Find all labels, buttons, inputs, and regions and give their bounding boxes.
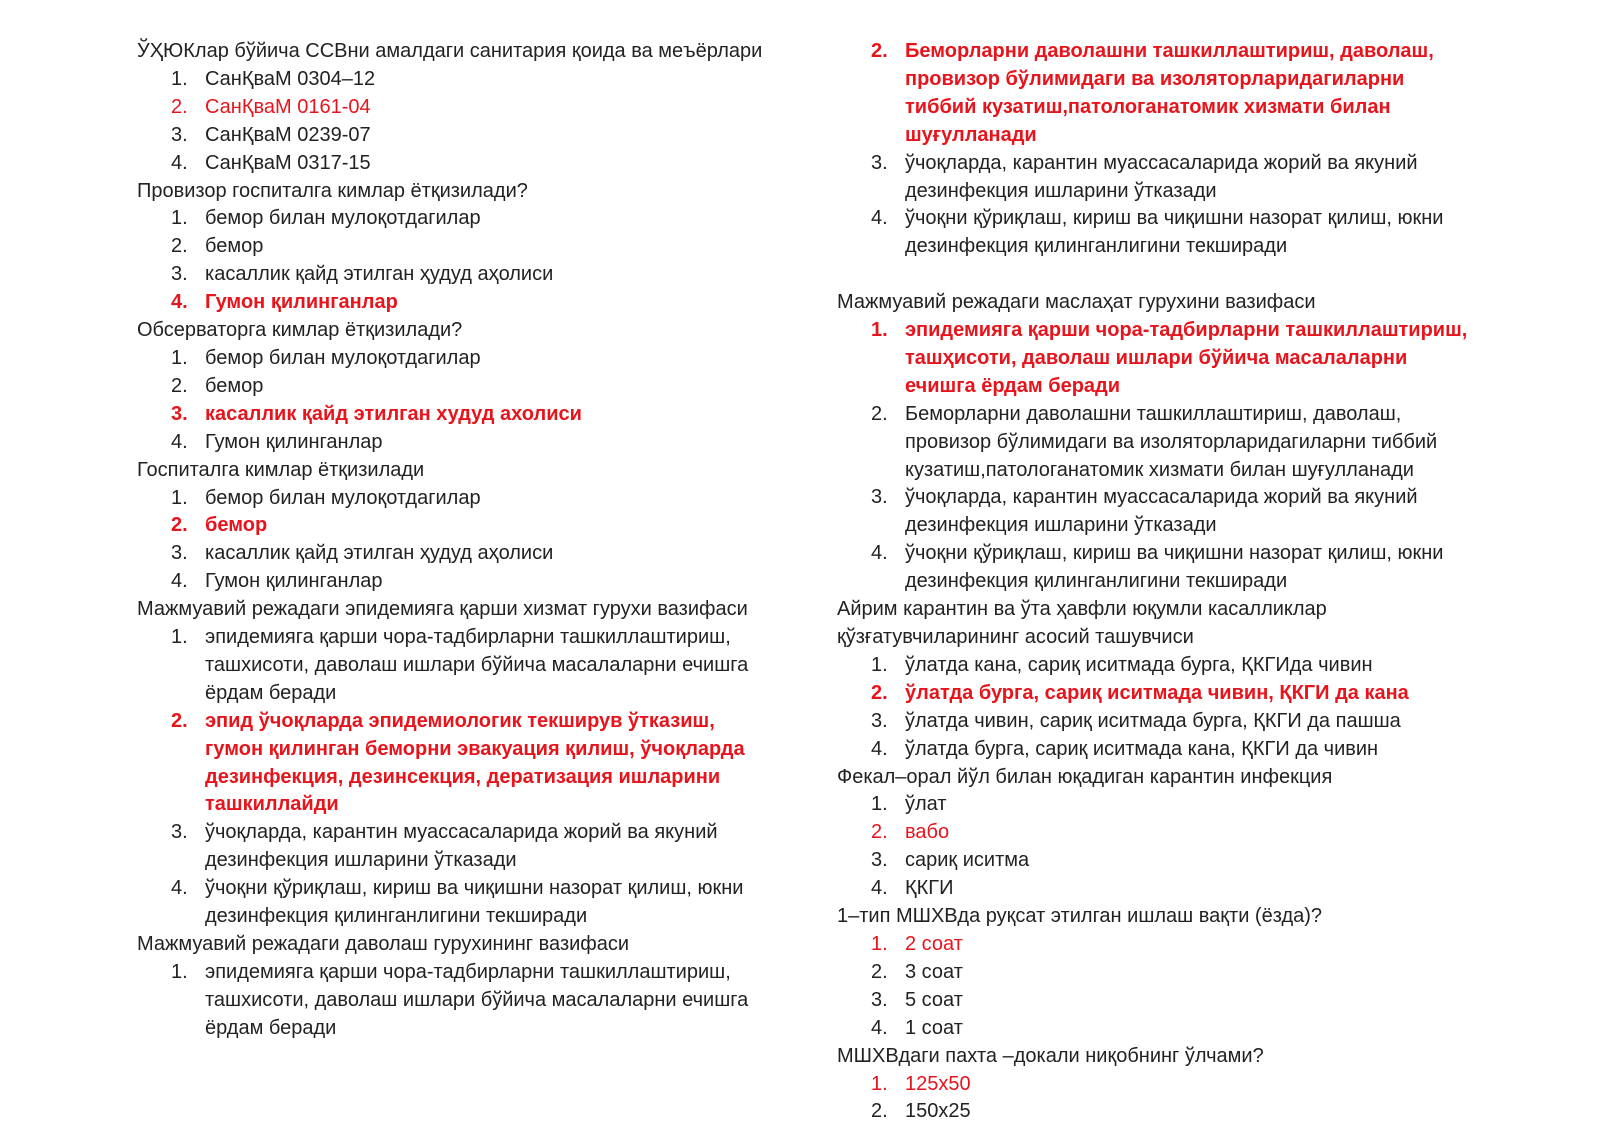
- option-number: 4.: [171, 570, 188, 593]
- answer-option: [137, 429, 777, 457]
- answer-option: [137, 261, 777, 289]
- option-number: 2.: [171, 95, 188, 118]
- answer-option: [837, 736, 1477, 764]
- answer-option: [837, 708, 1477, 736]
- answer-list: [137, 959, 777, 1043]
- left-column: [137, 38, 777, 1043]
- option-text: вабо: [905, 821, 950, 844]
- correct-answer-option: [137, 512, 777, 540]
- option-number: 2.: [871, 40, 888, 62]
- correct-answer-option: [837, 38, 1477, 150]
- answer-option: [137, 568, 777, 596]
- option-text: касаллик қайд этилган худуд ахолиси: [205, 402, 582, 425]
- option-text: ўлатда кана, сариқ иситмада бурга, ҚКГИда чивин: [905, 653, 1373, 676]
- answer-option: [837, 1015, 1477, 1043]
- answer-option: [137, 819, 777, 875]
- option-number: 2.: [871, 681, 888, 704]
- option-text: 2 соат: [905, 932, 963, 955]
- option-number: 2.: [171, 374, 188, 397]
- answer-option: [837, 484, 1477, 540]
- question-text: Фекал–орал йўл билан юқадиган карантин инфекция: [837, 765, 1333, 788]
- answer-option: [137, 624, 777, 708]
- right-column: [837, 38, 1477, 1126]
- answer-list: [837, 317, 1477, 596]
- option-number: 1.: [171, 67, 188, 90]
- option-text: сариқ иситма: [905, 849, 1030, 872]
- option-number: 1.: [871, 319, 888, 342]
- question-text: Айрим карантин ва ўта ҳавфли юқумли касалликлар қўзғатувчиларининг асосий ташувчиси: [837, 598, 1327, 649]
- answer-option: [137, 122, 777, 150]
- option-number: 2.: [871, 821, 888, 844]
- correct-answer-option: [837, 931, 1477, 959]
- option-number: 4.: [171, 151, 188, 174]
- option-text: СанҚваМ 0161-04: [205, 95, 371, 118]
- answer-option: [837, 150, 1477, 206]
- answer-option: [837, 1098, 1477, 1126]
- option-number: 3.: [171, 123, 188, 146]
- answer-list: [137, 624, 777, 931]
- answer-option: [137, 540, 777, 568]
- answer-list: [837, 652, 1477, 764]
- option-text: бемор билан мулоқотдагилар: [205, 486, 481, 509]
- correct-answer-option: [137, 94, 777, 122]
- option-text: бемор: [205, 514, 268, 537]
- answer-option: [137, 875, 777, 931]
- answer-option: [137, 373, 777, 401]
- option-text: 1 соат: [905, 1016, 963, 1039]
- option-number: 4.: [171, 877, 188, 900]
- answer-option: [837, 987, 1477, 1015]
- question-text: Мажмуавий режадаги даволаш гурухининг вазифаси: [137, 933, 630, 955]
- option-number: 4.: [871, 542, 888, 565]
- option-text: ўчоқни қўриқлаш, кириш ва чиқишни назорат қилиш, юкни дезинфекция қилинганлигини текширади: [905, 542, 1444, 593]
- option-number: 4.: [871, 1016, 888, 1039]
- option-text: Беморларни даволашни ташкиллаштириш, даволаш, провизор бўлимидаги ва изоляторларидагиларни тиббий кузатиш,патологанатомик хизмати билан шуғулланади: [905, 402, 1438, 481]
- answer-option: [137, 205, 777, 233]
- option-number: 3.: [171, 542, 188, 565]
- answer-option: [137, 66, 777, 94]
- option-text: СанҚваМ 0317-15: [205, 151, 371, 174]
- option-number: 4.: [871, 207, 888, 230]
- option-text: Гумон қилинганлар: [205, 430, 383, 453]
- question-text: Мажмуавий режадаги эпидемияга қарши хизмат гурухи вазифаси: [137, 598, 748, 621]
- option-text: СанҚваМ 0239-07: [205, 123, 371, 146]
- option-text: 5 соат: [905, 988, 963, 1011]
- option-text: ўлатда бурга, сариқ иситмада кана, ҚКГИ да чивин: [905, 737, 1379, 760]
- option-text: Беморларни даволашни ташкиллаштириш, даволаш, провизор бўлимидаги ва изоляторларидагиларни тиббий кузатиш,патологанатомик хизмати билан шуғулланади: [905, 40, 1434, 146]
- answer-option: [137, 485, 777, 513]
- correct-answer-option: [837, 1071, 1477, 1099]
- option-number: 2.: [171, 709, 188, 732]
- option-text: касаллик қайд этилган ҳудуд аҳолиси: [205, 542, 554, 565]
- option-number: 2.: [871, 402, 888, 425]
- option-text: бемор билан мулоқотдагилар: [205, 346, 481, 369]
- answer-option: [837, 652, 1477, 680]
- option-text: касаллик қайд этилган ҳудуд аҳолиси: [205, 263, 554, 286]
- option-text: эпидемияга қарши чора-тадбирларни ташкиллаштириш, ташҳисоти, даволаш ишлари бўйича масалаларни ечишга ёрдам беради: [905, 319, 1468, 397]
- option-text: Гумон қилинганлар: [205, 570, 383, 593]
- answer-option: [837, 847, 1477, 875]
- option-number: 1.: [871, 932, 888, 955]
- correct-answer-option: [137, 289, 777, 317]
- option-text: бемор: [205, 235, 264, 258]
- option-text: ўчоқларда, карантин муассасаларида жорий ва якуний дезинфекция ишларини ўтказади: [905, 486, 1418, 537]
- option-text: эпидемияга қарши чора-тадбирларни ташкиллаштириш, ташхисоти, даволаш ишлари бўйича масалаларни ечишга ёрдам беради: [205, 626, 749, 704]
- question-text: Госпиталга кимлар ётқизилади: [137, 458, 425, 481]
- option-text: эпидемияга қарши чора-тадбирларни ташкиллаштириш, ташхисоти, даволаш ишлари бўйича масалаларни ечишга ёрдам беради: [205, 960, 749, 1039]
- option-number: 3.: [171, 263, 188, 286]
- option-text: ўчоқни қўриқлаш, кириш ва чиқишни назорат қилиш, юкни дезинфекция қилинганлигини текширади: [905, 207, 1444, 258]
- answer-option: [837, 205, 1477, 261]
- option-text: эпид ўчоқларда эпидемиологик текширув ўтказиш, гумон қилинган беморни эвакуация қилиш, ўчоқларда дезинфекция, дезинсекция, дератизация ишларини ташкиллайди: [205, 709, 745, 816]
- answer-list: [137, 485, 777, 597]
- option-number: 3.: [171, 821, 188, 844]
- option-text: ўлатда бурга, сариқ иситмада чивин, ҚКГИ да кана: [905, 681, 1409, 704]
- answer-option: [837, 540, 1477, 596]
- correct-answer-option: [137, 708, 777, 820]
- option-number: 1.: [171, 346, 188, 369]
- option-number: 2.: [171, 235, 188, 258]
- question-text: Обсерваторга кимлар ётқизилади?: [137, 319, 463, 342]
- question-text: Провизор госпиталга кимлар ётқизилади?: [137, 179, 528, 202]
- option-text: СанҚваМ 0304–12: [205, 67, 376, 90]
- option-text: Гумон қилинганлар: [205, 291, 398, 314]
- correct-answer-option: [837, 680, 1477, 708]
- option-text: ўчоқни қўриқлаш, кириш ва чиқишни назорат қилиш, юкни дезинфекция қилинганлигини текширади: [205, 877, 744, 928]
- option-number: 1.: [171, 486, 188, 509]
- answer-option: [137, 345, 777, 373]
- blank-line: [837, 261, 1477, 289]
- answer-list: [137, 345, 777, 457]
- option-number: 1.: [171, 960, 188, 983]
- option-number: 3.: [871, 151, 888, 174]
- answer-list: [837, 1071, 1477, 1127]
- option-text: ўлатда чивин, сариқ иситмада бурга, ҚКГИ да пашша: [905, 709, 1401, 732]
- correct-answer-option: [837, 819, 1477, 847]
- option-number: 3.: [171, 402, 188, 425]
- option-number: 3.: [871, 486, 888, 509]
- option-number: 2.: [171, 514, 188, 537]
- option-number: 4.: [871, 877, 888, 900]
- option-text: ҚКГИ: [905, 877, 954, 900]
- answer-list: [837, 38, 1477, 261]
- option-number: 4.: [171, 430, 188, 453]
- option-text: бемор: [205, 374, 264, 397]
- option-text: ўлат: [905, 793, 947, 816]
- option-text: 150x25: [905, 1100, 971, 1123]
- answer-list: [837, 791, 1477, 903]
- option-number: 3.: [871, 709, 888, 732]
- option-text: ўчоқларда, карантин муассасаларида жорий ва якуний дезинфекция ишларини ўтказади: [205, 821, 718, 872]
- option-number: 1.: [171, 207, 188, 230]
- option-number: 1.: [171, 626, 188, 649]
- answer-list: [137, 66, 777, 178]
- answer-list: [137, 205, 777, 317]
- option-number: 3.: [871, 988, 888, 1011]
- answer-option: [137, 233, 777, 261]
- option-number: 2.: [871, 1100, 888, 1123]
- option-number: 3.: [871, 849, 888, 872]
- option-text: 125x50: [905, 1072, 971, 1095]
- option-number: 4.: [871, 737, 888, 760]
- answer-option: [137, 959, 777, 1043]
- question-text: 1–тип МШХВда руқсат этилган ишлаш вақти (ёзда)?: [837, 905, 1323, 928]
- answer-option: [837, 401, 1477, 485]
- option-text: 3 соат: [905, 960, 963, 983]
- answer-option: [837, 959, 1477, 987]
- option-number: 4.: [171, 291, 188, 314]
- question-text: ЎҲЮКлар бўйича ССВни амалдаги санитария қоида ва меъёрлари: [137, 40, 763, 62]
- question-text: Мажмуавий режадаги маслаҳат гурухини вазифаси: [837, 291, 1316, 314]
- answer-option: [137, 150, 777, 178]
- answer-option: [837, 791, 1477, 819]
- question-text: МШХВдаги пахта –докали ниқобнинг ўлчами?: [837, 1044, 1264, 1067]
- option-text: бемор билан мулоқотдагилар: [205, 207, 481, 230]
- correct-answer-option: [837, 317, 1477, 401]
- option-number: 1.: [871, 1072, 888, 1095]
- option-number: 1.: [871, 793, 888, 816]
- option-number: 1.: [871, 653, 888, 676]
- option-text: ўчоқларда, карантин муассасаларида жорий ва якуний дезинфекция ишларини ўтказади: [905, 151, 1418, 202]
- option-number: 2.: [871, 960, 888, 983]
- answer-option: [837, 875, 1477, 903]
- answer-list: [837, 931, 1477, 1043]
- correct-answer-option: [137, 401, 777, 429]
